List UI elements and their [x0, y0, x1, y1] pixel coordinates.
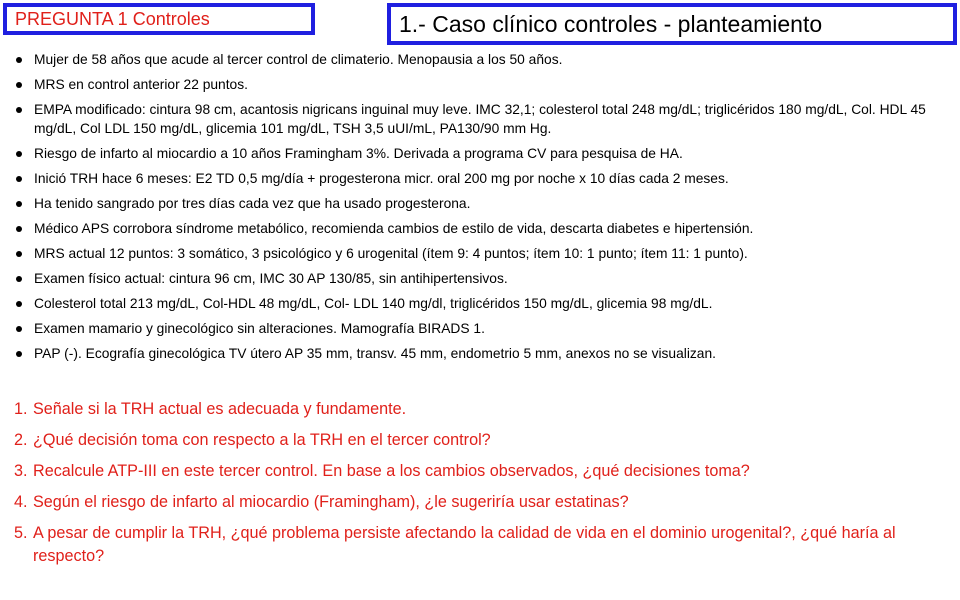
list-item-text: Médico APS corrobora síndrome metabólico, recomienda cambios de estilo de vida, descarta diabetes e hipertensión. — [34, 221, 754, 236]
questions-list — [14, 398, 949, 576]
bullet-dot-icon — [16, 176, 22, 182]
bullet-dot-icon — [16, 57, 22, 63]
list-item — [14, 344, 949, 363]
slide-title: 1.- Caso clínico controles - planteamiento — [387, 3, 957, 45]
list-item-text: Inició TRH hace 6 meses: E2 TD 0,5 mg/día + progesterona micr. oral 200 mg por noche x 10 días cada 2 meses. — [34, 171, 729, 186]
list-item-text: Colesterol total 213 mg/dL, Col-HDL 48 mg/dL, Col- LDL 140 mg/dl, triglicéridos 150 mg/dL, glicemia 98 mg/dL. — [34, 296, 713, 311]
list-item-text: EMPA modificado: cintura 98 cm, acantosis nigricans inguinal muy leve. IMC 32,1; colesterol total 248 mg/dL; triglicéridos 180 mg/dL, Col. HDL 45 mg/dL, Col LDL 150 mg/dL, glicemia 101 mg/dL, TSH 3,5 uUI/mL, PA130/90 mm Hg. — [34, 102, 926, 136]
bullet-dot-icon — [16, 326, 22, 332]
list-item — [14, 294, 949, 313]
question-item — [14, 429, 949, 452]
question-text: Señale si la TRH actual es adecuada y fundamente. — [33, 400, 407, 418]
list-item-text: Examen físico actual: cintura 96 cm, IMC 30 AP 130/85, sin antihipertensivos. — [34, 271, 508, 286]
question-number: 2. — [14, 431, 28, 449]
question-number: 4. — [14, 493, 28, 511]
question-text: A pesar de cumplir la TRH, ¿qué problema persiste afectando la calidad de vida en el dominio urogenital?, ¿qué haría al respecto? — [33, 524, 896, 565]
list-item — [14, 269, 949, 288]
list-item — [14, 50, 949, 69]
list-item — [14, 244, 949, 263]
list-item — [14, 75, 949, 94]
bullet-dot-icon — [16, 226, 22, 232]
list-item — [14, 194, 949, 213]
bullet-dot-icon — [16, 276, 22, 282]
question-item — [14, 491, 949, 514]
list-item-text: Ha tenido sangrado por tres días cada vez que ha usado progesterona. — [34, 196, 471, 211]
list-item-text: MRS actual 12 puntos: 3 somático, 3 psicológico y 6 urogenital (ítem 9: 4 puntos; ítem 10: 1 punto; ítem 11: 1 punto). — [34, 246, 748, 261]
question-item — [14, 522, 949, 568]
bullet-dot-icon — [16, 201, 22, 207]
list-item-text: Mujer de 58 años que acude al tercer control de climaterio. Menopausia a los 50 años. — [34, 52, 563, 67]
section-label: PREGUNTA 1 Controles — [3, 3, 315, 35]
list-item — [14, 100, 949, 138]
list-item — [14, 319, 949, 338]
question-text: Recalcule ATP-III en este tercer control. En base a los cambios observados, ¿qué decisiones toma? — [33, 462, 750, 480]
question-number: 5. — [14, 524, 28, 542]
bullet-dot-icon — [16, 82, 22, 88]
question-item — [14, 398, 949, 421]
bullet-dot-icon — [16, 301, 22, 307]
question-text: Según el riesgo de infarto al miocardio (Framingham), ¿le sugeriría usar estatinas? — [33, 493, 629, 511]
question-text: ¿Qué decisión toma con respecto a la TRH en el tercer control? — [33, 431, 491, 449]
question-number: 1. — [14, 400, 28, 418]
list-item-text: MRS en control anterior 22 puntos. — [34, 77, 248, 92]
question-number: 3. — [14, 462, 28, 480]
question-item — [14, 460, 949, 483]
list-item-text: Examen mamario y ginecológico sin alteraciones. Mamografía BIRADS 1. — [34, 321, 485, 336]
list-item-text: PAP (-). Ecografía ginecológica TV útero AP 35 mm, transv. 45 mm, endometrio 5 mm, anexos no se visualizan. — [34, 346, 716, 361]
bullet-dot-icon — [16, 107, 22, 113]
bullet-dot-icon — [16, 351, 22, 357]
list-item — [14, 219, 949, 238]
case-details-list — [14, 50, 949, 369]
bullet-dot-icon — [16, 251, 22, 257]
list-item-text: Riesgo de infarto al miocardio a 10 años Framingham 3%. Derivada a programa CV para pesquisa de HA. — [34, 146, 683, 161]
bullet-dot-icon — [16, 151, 22, 157]
list-item — [14, 169, 949, 188]
list-item — [14, 144, 949, 163]
